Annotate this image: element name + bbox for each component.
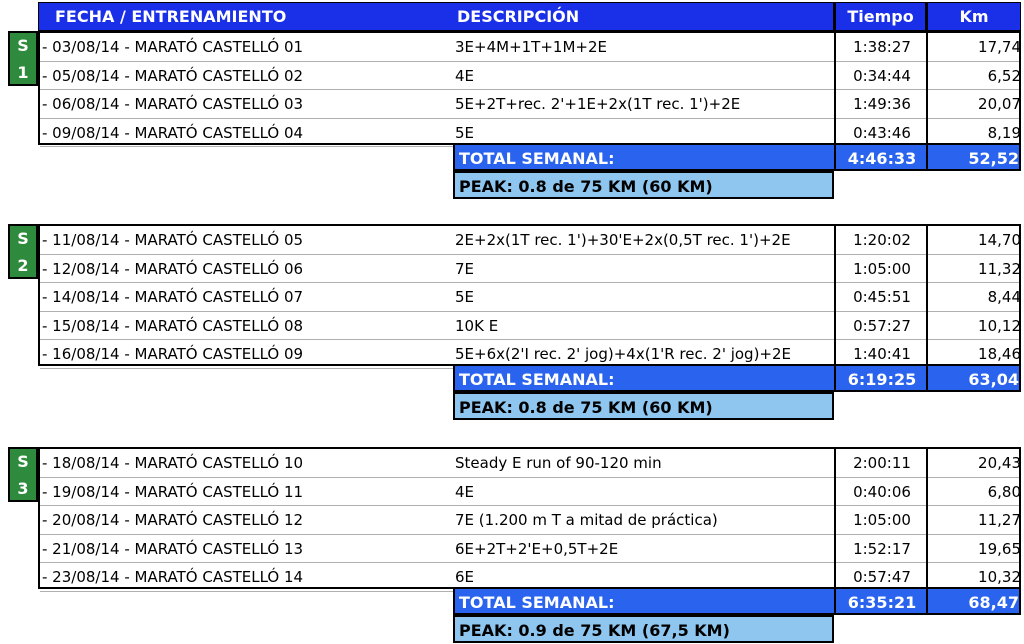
session-time: 1:52:17 [853,539,911,558]
session-time: 0:57:47 [853,568,911,587]
session-km: 8,44 [987,288,1021,307]
table-row [40,33,1019,62]
session-time: 0:34:44 [853,66,911,85]
session-km: 14,70 [978,231,1021,249]
session-date-name: - 06/08/14 - MARATÓ CASTELLÓ 03 [42,95,304,114]
session-description: 3E+4M+1T+1M+2E [455,38,607,56]
session-date-name: - 09/08/14 - MARATÓ CASTELLÓ 04 [42,123,304,142]
weekly-total-time: 4:46:33 [847,149,917,169]
table-row [40,478,1019,507]
column-divider [834,226,836,364]
header-fecha [38,2,453,31]
session-km: 20,07 [978,95,1021,114]
column-divider [834,33,836,143]
session-date-name: - 20/08/14 - MARATÓ CASTELLÓ 12 [42,511,304,530]
session-date-name: - 03/08/14 - MARATÓ CASTELLÓ 01 [42,38,304,56]
session-description: 5E+2T+rec. 2'+1E+2x(1T rec. 1')+2E [455,95,741,114]
column-divider [926,33,928,143]
week-tag [8,447,38,502]
peak-label: PEAK: 0.8 de 75 KM (60 KM) [459,177,713,197]
session-date-name: - 18/08/14 - MARATÓ CASTELLÓ 10 [42,454,304,472]
session-date-name: - 15/08/14 - MARATÓ CASTELLÓ 08 [42,316,304,335]
table-row [40,255,1019,284]
header-tiempo-label: Tiempo [847,7,914,26]
session-table [38,31,1021,145]
peak-label: PEAK: 0.9 de 75 KM (67,5 KM) [459,621,730,640]
session-date-name: - 21/08/14 - MARATÓ CASTELLÓ 13 [42,539,304,558]
session-date-name: - 14/08/14 - MARATÓ CASTELLÓ 07 [42,288,304,307]
session-time: 1:05:00 [853,511,911,530]
week-tag-letter: S [17,36,29,55]
week-tag-number: 2 [17,256,29,275]
table-row [40,506,1019,535]
week-tag [8,31,38,86]
header-km-label: Km [959,7,989,26]
session-time: 1:40:41 [853,345,911,364]
table-row [40,312,1019,341]
session-km: 19,65 [978,539,1021,558]
week-tag-number: 3 [17,479,29,498]
weekly-total-row [453,587,1021,615]
table-row [40,62,1019,91]
session-table [38,447,1021,589]
session-km: 11,27 [978,511,1021,530]
session-time: 0:45:51 [853,288,911,307]
week-tag-letter: S [17,229,29,248]
table-row [40,535,1019,564]
session-km: 10,32 [978,568,1021,587]
table-row [40,449,1019,478]
session-km: 17,74 [978,38,1021,56]
session-km: 6,52 [987,66,1021,85]
session-description: Steady E run of 90-120 min [455,454,662,472]
session-date-name: - 11/08/14 - MARATÓ CASTELLÓ 05 [42,231,304,249]
weekly-total-label: TOTAL SEMANAL: [459,149,615,169]
session-time: 2:00:11 [853,454,911,472]
weekly-total-row [453,364,1021,392]
header-descripcion-label: DESCRIPCIÓN [457,7,580,26]
session-time: 0:57:27 [853,316,911,335]
session-description: 7E (1.200 m T a mitad de práctica) [455,511,718,530]
peak-label: PEAK: 0.8 de 75 KM (60 KM) [459,398,713,417]
session-description: 5E [455,288,475,307]
session-date-name: - 19/08/14 - MARATÓ CASTELLÓ 11 [42,482,304,501]
week-tag-letter: S [17,452,29,471]
session-km: 20,43 [978,454,1021,472]
weekly-total-row [453,143,1021,171]
session-time: 1:38:27 [853,38,911,56]
session-description: 5E+6x(2'I rec. 2' jog)+4x(1'R rec. 2' jog)+2E [455,345,792,364]
column-divider [834,449,836,587]
session-km: 10,12 [978,316,1021,335]
weekly-total-time: 6:35:21 [847,593,917,612]
weekly-total-km: 63,04 [968,370,1019,389]
header-tiempo [834,2,926,31]
session-description: 2E+2x(1T rec. 1')+30'E+2x(0,5T rec. 1')+2E [455,231,791,249]
session-km: 6,80 [987,482,1021,501]
session-date-name: - 23/08/14 - MARATÓ CASTELLÓ 14 [42,568,304,587]
header-fecha-label: FECHA / ENTRENAMIENTO [55,7,287,26]
session-description: 7E [455,259,475,278]
session-km: 8,19 [987,123,1021,142]
session-table [38,224,1021,366]
session-time: 1:20:02 [853,231,911,249]
session-date-name: - 16/08/14 - MARATÓ CASTELLÓ 09 [42,345,304,364]
session-description: 4E [455,482,475,501]
session-time: 1:49:36 [853,95,911,114]
peak-row [453,171,834,199]
weekly-total-km: 68,47 [968,593,1019,612]
session-description: 6E+2T+2'E+0,5T+2E [455,539,619,558]
week-tag-number: 1 [17,63,29,82]
session-date-name: - 12/08/14 - MARATÓ CASTELLÓ 06 [42,259,304,278]
session-description: 6E [455,568,475,587]
peak-row [453,392,834,420]
column-divider [926,449,928,587]
header-descripcion [453,2,834,31]
session-km: 11,32 [978,259,1021,278]
session-km: 18,46 [978,345,1021,364]
weekly-total-km: 52,52 [968,149,1019,169]
session-description: 5E [455,123,475,142]
weekly-total-label: TOTAL SEMANAL: [459,593,615,612]
column-divider [926,226,928,364]
weekly-total-time: 6:19:25 [847,370,917,389]
table-row [40,90,1019,119]
week-tag [8,224,38,279]
session-time: 0:43:46 [853,123,911,142]
table-row [40,283,1019,312]
header-km [926,2,1021,31]
session-time: 0:40:06 [853,482,911,501]
table-row [40,226,1019,255]
session-description: 10K E [455,316,499,335]
peak-row [453,615,834,643]
weekly-total-label: TOTAL SEMANAL: [459,370,615,389]
session-date-name: - 05/08/14 - MARATÓ CASTELLÓ 02 [42,66,304,85]
session-time: 1:05:00 [853,259,911,278]
session-description: 4E [455,66,475,85]
